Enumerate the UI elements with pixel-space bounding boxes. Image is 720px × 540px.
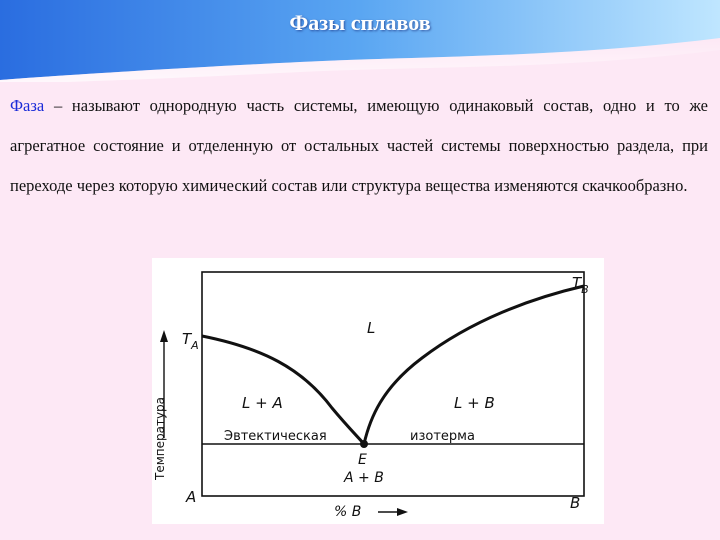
y-axis-label: Температура bbox=[153, 396, 167, 480]
eutectic-point-marker bbox=[360, 440, 368, 448]
phase-diagram-svg bbox=[152, 258, 604, 524]
x-axis-label: % B bbox=[334, 504, 362, 520]
x-axis-right-component-label: B bbox=[570, 494, 581, 512]
x-axis-arrowhead bbox=[397, 508, 408, 516]
liquid-plus-a-region-label: L + A bbox=[242, 394, 283, 412]
slide-title: Фазы сплавов bbox=[289, 10, 431, 35]
y-axis-arrowhead bbox=[160, 330, 168, 342]
eutectic-isotherm-label-left: Эвтектическая bbox=[224, 429, 327, 444]
phase-definition bbox=[10, 86, 708, 206]
solid-region-label: A + B bbox=[344, 470, 384, 486]
eutectic-isotherm-label-right: изотерма bbox=[410, 429, 475, 444]
definition-text: – называют однородную часть системы, имеющую одинаковый состав, одно и то же агрегатное состояние и отделенную от остальных частей системы поверхностью раздела, при переходе через которую химический состав или структура вещества изменяются скачкообразно. bbox=[10, 96, 708, 195]
liquid-region-label: L bbox=[367, 319, 376, 337]
left-melting-point-label: $T_A$ bbox=[182, 330, 199, 352]
x-axis-left-component-label: A bbox=[186, 488, 197, 506]
liquid-plus-b-region-label: L + B bbox=[454, 394, 495, 412]
right-melting-point-label: $T_B$ bbox=[572, 274, 589, 296]
phase-diagram bbox=[152, 258, 604, 524]
eutectic-point-label: E bbox=[358, 452, 367, 468]
liquidus-curve-right bbox=[364, 286, 584, 444]
slide-header bbox=[0, 0, 720, 82]
definition-term: Фаза bbox=[10, 96, 45, 115]
liquidus-curve-left bbox=[202, 336, 364, 444]
